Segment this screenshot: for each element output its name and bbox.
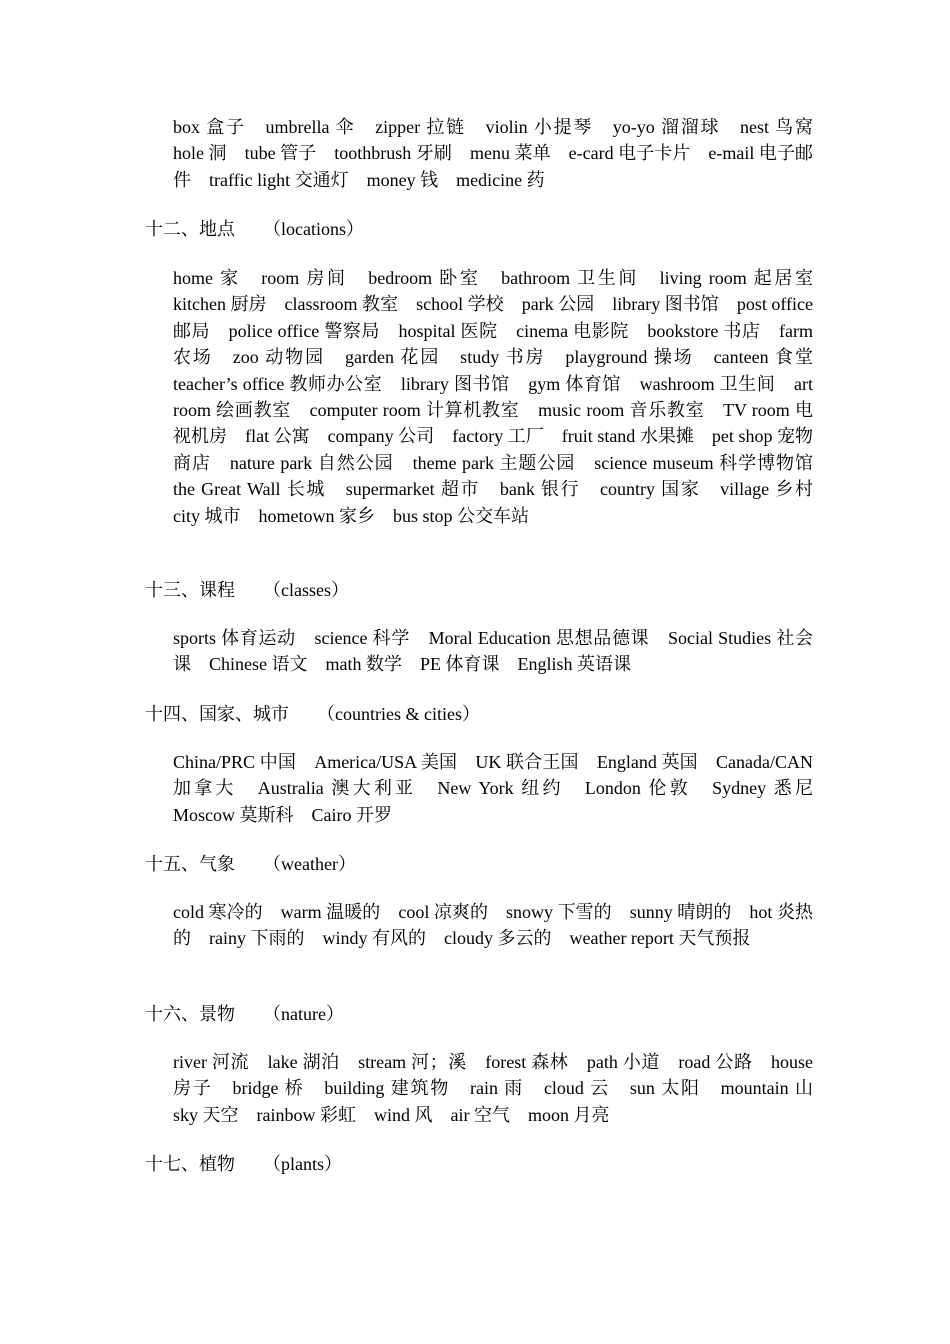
section-heading-countries-cities (145, 701, 480, 727)
section-heading-en: （plants） (263, 1154, 342, 1174)
section-heading-weather (145, 851, 356, 877)
countries-vocabulary-paragraph: China/PRC 中国 America/USA 美国 UK 联合王国 England 英国 Canada/CAN 加拿大 Australia 澳大利亚 New York 纽约 London 伦敦 Sydney 悉尼 Moscow 莫斯科 Cairo 开罗 (173, 752, 831, 825)
section-heading-zh: 十六、景物 (145, 1004, 235, 1024)
section-heading-zh: 十四、国家、城市 (145, 704, 289, 724)
section-heading-zh: 十七、植物 (145, 1154, 235, 1174)
section-heading-en: （countries & cities） (317, 704, 480, 724)
section-heading-en: （nature） (263, 1004, 344, 1024)
section-heading-en: （locations） (263, 219, 364, 239)
section-heading-en: （classes） (263, 580, 349, 600)
section-heading-locations (145, 216, 364, 242)
section-heading-zh: 十二、地点 (145, 219, 235, 239)
section-heading-plants (145, 1151, 342, 1177)
nature-vocabulary-paragraph: river 河流 lake 湖泊 stream 河；溪 forest 森林 path 小道 road 公路 house 房子 bridge 桥 building 建筑物 rain 雨 cloud 云 sun 太阳 mountain 山 sky 天空 rainbow 彩虹 wind 风 air 空气 moon 月亮 (173, 1052, 831, 1125)
section-heading-en: （weather） (263, 854, 356, 874)
weather-vocabulary-paragraph: cold 寒冷的 warm 温暖的 cool 凉爽的 snowy 下雪的 sunny 晴朗的 hot 炎热的 rainy 下雨的 windy 有风的 cloudy 多云的 weather report 天气预报 (173, 902, 813, 949)
section-heading-classes (145, 577, 349, 603)
section-heading-zh: 十五、气象 (145, 854, 235, 874)
section-heading-nature (145, 1001, 344, 1027)
classes-vocabulary-paragraph: sports 体育运动 science 科学 Moral Education 思想品德课 Social Studies 社会课 Chinese 语文 math 数学 PE 体育课 English 英语课 (173, 628, 813, 675)
locations-vocabulary-paragraph: home 家 room 房间 bedroom 卧室 bathroom 卫生间 living room 起居室 kitchen 厨房 classroom 教室 school 学校 park 公园 library 图书馆 post office 邮局 police office 警察局 hospital 医院 cinema 电影院 bookstore 书店 farm 农场 zoo 动物园 garden 花园 study 书房 playground 操场 canteen 食堂 teacher’s office 教师办公室 library 图书馆 gym 体育馆 washroom 卫生间 art room 绘画教室 computer room 计算机教室 music room 音乐教室 TV room 电视机房 flat 公寓 company 公司 factory 工厂 fruit stand 水果摊 pet shop 宠物商店 nature park 自然公园 theme park 主题公园 science museum 科学博物馆 the Great Wall 长城 supermarket 超市 bank 银行 country 国家 village 乡村 city 城市 hometown 家乡 bus stop 公交车站 (173, 268, 831, 526)
section-heading-zh: 十三、课程 (145, 580, 235, 600)
misc-vocabulary-paragraph: box 盒子 umbrella 伞 zipper 拉链 violin 小提琴 yo-yo 溜溜球 nest 鸟窝 hole 洞 tube 管子 toothbrush 牙刷 menu 菜单 e-card 电子卡片 e-mail 电子邮件 traffic light 交通灯 money 钱 medicine 药 (173, 117, 831, 190)
